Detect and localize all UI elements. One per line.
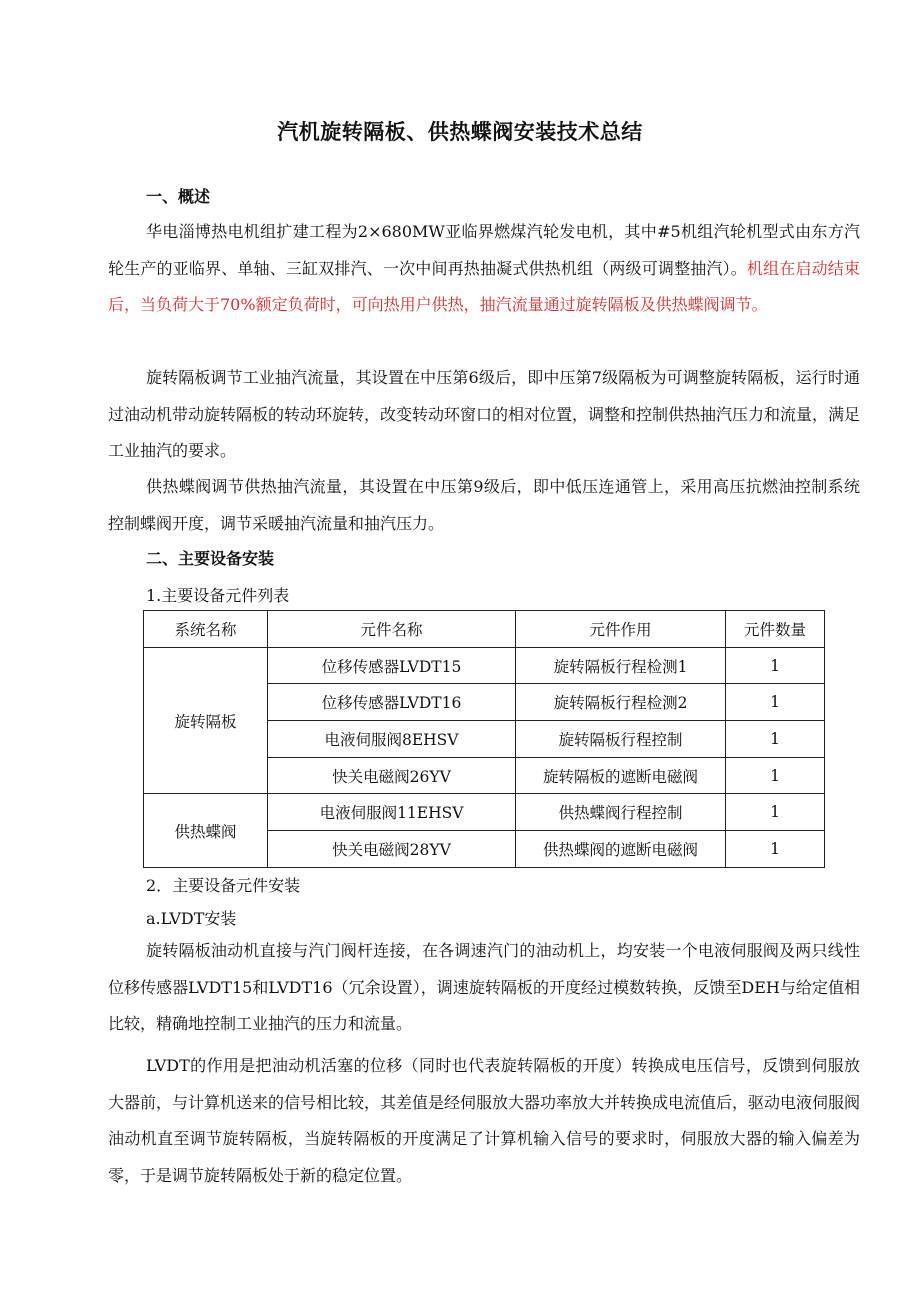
highlighted-text: 机组在启动结束后，当负荷大于70%额定负荷时，可向热用户供热，抽汽流量通过旋转隔板及供热蝶阀调节。: [108, 258, 860, 314]
table-header: 元件名称: [268, 611, 516, 648]
component-name-cell: 位移传感器LVDT15: [268, 647, 516, 684]
overview-paragraph-2: 旋转隔板调节工业抽汽流量，其设置在中压第6级后，即中压第7级隔板为可调整旋转隔板，运行时通过油动机带动旋转隔板的转动环旋转，改变转动环窗口的相对位置，调整和控制供热抽汽压力和流量，满足工业抽汽的要求。: [108, 368, 861, 460]
component-qty-cell: 1: [726, 831, 825, 868]
document-title: 汽机旋转隔板、供热蝶阀安装技术总结: [277, 120, 643, 144]
component-name-cell: 位移传感器LVDT16: [268, 684, 516, 721]
overview-paragraph-1: [108, 214, 860, 324]
lvdt-paragraph-2: LVDT的作用是把油动机活塞的位移（同时也代表旋转隔板的开度）转换成电压信号，反馈到伺服放大器前，与计算机送来的信号相比较，其差值是经伺服放大器功率放大并转换成电流值后，驱动电液伺服阀油动机直至调节旋转隔板，当旋转隔板的开度满足了计算机输入信号的要求时，伺服放大器的输入偏差为零，于是调节旋转隔板处于新的稳定位置。: [108, 1056, 861, 1185]
system-name-cell: 供热蝶阀: [144, 794, 268, 867]
component-name-cell: 快关电磁阀26YV: [268, 757, 516, 794]
subheading-equipment-install: 2．主要设备元件安装: [146, 876, 301, 895]
system-name-cell: 旋转隔板: [144, 647, 268, 794]
component-qty-cell: 1: [726, 647, 825, 684]
component-role-cell: 旋转隔板行程检测1: [516, 647, 726, 684]
component-role-cell: 供热蝶阀的遮断电磁阀: [516, 831, 726, 868]
section1-heading: 一、概述: [146, 187, 211, 206]
subheading-equipment-list: 1.主要设备元件列表: [146, 586, 290, 605]
table-header: 元件作用: [516, 611, 726, 648]
table-header: 元件数量: [726, 611, 825, 648]
component-qty-cell: 1: [726, 684, 825, 721]
component-name-cell: 快关电磁阀28YV: [268, 831, 516, 868]
component-role-cell: 旋转隔板的遮断电磁阀: [516, 757, 726, 794]
component-role-cell: 旋转隔板行程检测2: [516, 684, 726, 721]
component-name-cell: 电液伺服阀8EHSV: [268, 721, 516, 758]
subheading-lvdt-install: a.LVDT安装: [146, 909, 237, 928]
table-header: 系统名称: [144, 611, 268, 648]
table-row: [144, 794, 825, 831]
overview-paragraph-3: 供热蝶阀调节供热抽汽流量，其设置在中压第9级后，即中低压连通管上，采用高压抗燃油控制系统控制蝶阀开度，调节采暖抽汽流量和抽汽压力。: [108, 477, 860, 533]
component-qty-cell: 1: [726, 794, 825, 831]
table-header-row: [144, 611, 825, 648]
component-name-cell: 电液伺服阀11EHSV: [268, 794, 516, 831]
component-qty-cell: 1: [726, 757, 825, 794]
equipment-table: [143, 610, 825, 868]
section2-heading: 二、主要设备安装: [146, 549, 275, 568]
component-role-cell: 供热蝶阀行程控制: [516, 794, 726, 831]
component-role-cell: 旋转隔板行程控制: [516, 721, 726, 758]
table-row: [144, 647, 825, 684]
lvdt-paragraph-1: 旋转隔板油动机直接与汽门阀杆连接，在各调速汽门的油动机上，均安装一个电液伺服阀及两只线性位移传感器LVDT15和LVDT16（冗余设置），调速旋转隔板的开度经过模数转换，反馈至DEH与给定值相比较，精确地控制工业抽汽的压力和流量。: [108, 941, 860, 1033]
component-qty-cell: 1: [726, 721, 825, 758]
overview-text: 华电淄博热电机组扩建工程为2×680MW亚临界燃煤汽轮发电机，其中#5机组汽轮机型式由东方汽轮生产的亚临界、单轴、三缸双排汽、一次中间再热抽凝式供热机组（两级可调整抽汽）。: [108, 222, 860, 278]
